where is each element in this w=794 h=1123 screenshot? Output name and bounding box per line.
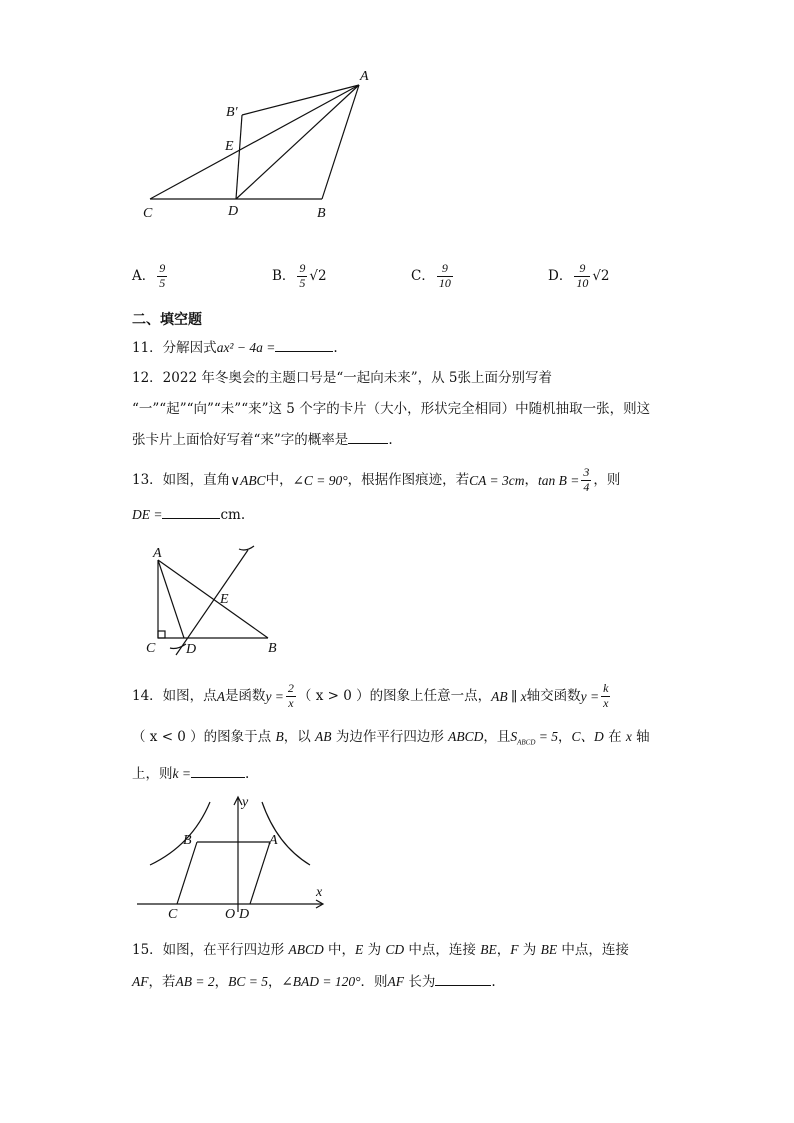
option-b: B． $\frac{9}{5}$ √2 [272,261,327,290]
question-15-line1: 15．如图，在平行四边形 ABCD 中，E 为 CD 中点，连接 BE，F 为 BE 中点，连接 [132,942,629,958]
question-12-line2: “一”“起”“向”“未”“来”这 5 个字的卡片（大小，形状完全相同）中随机抽取一张，则这 [132,401,651,417]
figure-right-triangle [140,540,290,665]
label-a: A [153,546,162,561]
label-e: E [225,139,234,154]
label-c: C [168,907,178,920]
label-x: x [316,885,323,900]
label-b: B [317,206,326,221]
question-12-line1: 12．2022 年冬奥会的主题口号是“一起向未来”，从 5张上面分别写着 [132,370,553,386]
line-b-prime-a [242,85,359,115]
line-db-prime [236,115,242,199]
label-y: y [242,795,249,810]
label-a: A [360,69,369,84]
line-ad [250,842,270,904]
section-title: 二、填空题 [132,312,202,328]
line-bisector [176,550,248,655]
right-angle-mark [158,631,165,638]
label-e: E [220,592,229,607]
question-14-line1: 14．如图，点 A 是函数 y = $\frac{2}{x}$ （ x > 0 ）的图象上任意一点， AB ∥ x 轴交函数 y = $\frac{k}{x}$ [132,681,609,710]
question-14-line3: 上，则k = . [132,766,250,782]
label-o: O [225,907,236,920]
label-b-prime: B′ [226,105,238,120]
option-d: D． $\frac{9}{10}$ √2 [548,261,610,290]
question-14-line2: （ x < 0 ）的图象于点 B，以 AB 为边作平行四边形 ABCD，且$S_{ABCD} = 5$，C、D 在 x 轴 [132,729,650,747]
curve-left [150,802,210,865]
arc-mark-top [239,546,254,550]
line-bc [177,842,197,904]
question-13-line1: 13．如图，直角 ∨ABC 中， ∠C = 90° ，根据作图痕迹，若 CA = 3cm ， tan B = $\frac{3}{4}$ ，则 [132,465,621,494]
label-d: D [228,204,239,219]
label-b: B [268,641,277,656]
option-c: C． $\frac{9}{10}$ [411,261,451,290]
line-ad [158,560,184,638]
figure-quadrilateral [130,60,390,230]
label-d: D [186,642,197,657]
option-a: A． $\frac{9}{5}$ [132,261,166,290]
label-b: B [183,833,192,848]
label-d: D [239,907,250,920]
label-a: A [269,833,278,848]
question-13-line2: DE = cm. [132,507,246,523]
label-c: C [143,206,153,221]
line-ab [158,560,268,638]
figure-coordinate-parallelogram [132,790,332,920]
question-11: 11．分解因式ax² − 4a = . [132,340,338,356]
question-12-line3: 张卡片上面恰好写着“来”字的概率是 . [132,432,393,448]
label-c: C [146,641,156,656]
question-15-line2: AF，若AB = 2，BC = 5，∠BAD = 120°．则AF 长为 . [132,974,496,990]
